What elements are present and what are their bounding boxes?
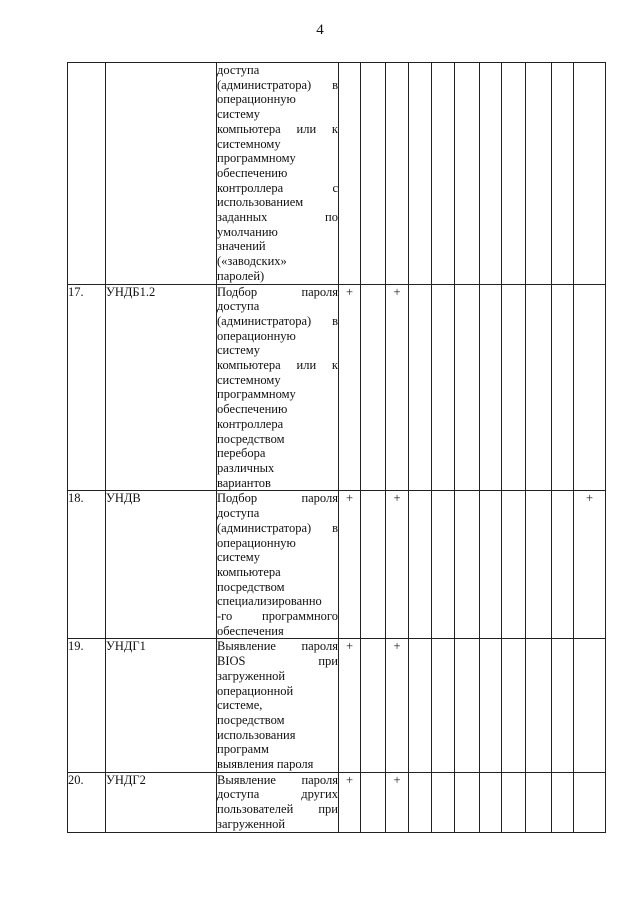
description-line: операционную	[217, 328, 296, 343]
description-line: Подбор пароля	[217, 491, 338, 506]
mark-cell	[361, 491, 386, 639]
mark-cell	[339, 491, 361, 639]
threat-code: УНДГ2	[106, 772, 217, 832]
mark-cell	[502, 772, 526, 832]
description-line: систему	[217, 550, 260, 565]
description-line: (администратора) в	[217, 77, 338, 92]
description-line: (администратора) в	[217, 313, 338, 328]
description-line: доступа других	[217, 787, 338, 802]
description-line: посредством	[217, 579, 285, 594]
mark-cell	[574, 284, 606, 491]
mark-cell	[526, 772, 552, 832]
description-line: обеспечению	[217, 402, 288, 417]
threat-description	[217, 63, 339, 285]
mark-cell	[480, 491, 502, 639]
mark-cell	[526, 63, 552, 285]
description-line: доступа	[217, 63, 260, 77]
threat-description	[217, 639, 339, 772]
description-line: -го программного	[217, 609, 338, 624]
description-line: обеспечения	[217, 623, 284, 638]
mark-cell	[552, 772, 574, 832]
mark-cell	[409, 63, 432, 285]
description-line: операционной	[217, 683, 294, 698]
description-line: Выявление пароля	[217, 639, 338, 654]
mark-cell	[432, 772, 455, 832]
description-line: использования	[217, 727, 296, 742]
table-row	[68, 772, 606, 832]
mark-cell	[480, 639, 502, 772]
table-row	[68, 491, 606, 639]
description-line: программному	[217, 387, 296, 402]
table-row	[68, 63, 606, 285]
mark-cell	[339, 639, 361, 772]
mark-cell	[480, 284, 502, 491]
mark-cell	[455, 63, 480, 285]
description-line: заданных по	[217, 210, 338, 225]
threat-code	[106, 63, 217, 285]
threat-description	[217, 491, 339, 639]
description-line: систему	[217, 107, 260, 122]
description-line: компьютера или к	[217, 358, 338, 373]
mark-cell	[386, 491, 409, 639]
description-line: различных	[217, 460, 275, 475]
table-row	[68, 639, 606, 772]
description-line: пользователей при	[217, 802, 338, 817]
plus-mark: +	[345, 284, 354, 299]
description-line: (администратора) в	[217, 520, 338, 535]
plus-mark: +	[393, 284, 401, 299]
description-line: значений	[217, 239, 266, 254]
row-number: 19.	[68, 639, 106, 772]
threat-description	[217, 284, 339, 491]
mark-cell	[361, 639, 386, 772]
description-line: выявления пароля	[217, 757, 314, 772]
mark-cell	[386, 772, 409, 832]
mark-cell	[432, 63, 455, 285]
description-line: программному	[217, 151, 296, 166]
mark-cell	[480, 772, 502, 832]
mark-cell	[361, 63, 386, 285]
description-line: («заводских»	[217, 254, 287, 269]
description-line: посредством	[217, 431, 285, 446]
mark-cell	[409, 491, 432, 639]
mark-cell	[432, 639, 455, 772]
description-line: загруженной	[217, 816, 286, 831]
mark-cell	[455, 639, 480, 772]
mark-cell	[455, 491, 480, 639]
plus-mark: +	[345, 639, 354, 654]
mark-cell	[432, 491, 455, 639]
description-line: операционную	[217, 535, 296, 550]
mark-cell	[480, 63, 502, 285]
mark-cell	[502, 284, 526, 491]
mark-cell	[386, 639, 409, 772]
mark-cell	[339, 772, 361, 832]
mark-cell	[409, 772, 432, 832]
page-number: 4	[316, 22, 324, 38]
description-line: операционную	[217, 92, 296, 107]
description-line: Выявление пароля	[217, 772, 338, 787]
threat-code: УНДБ1.2	[106, 284, 217, 491]
mark-cell	[574, 639, 606, 772]
description-line: вариантов	[217, 475, 271, 490]
description-line: посредством	[217, 712, 285, 727]
mark-cell	[526, 284, 552, 491]
threats-table	[67, 62, 606, 833]
description-line: контроллера	[217, 416, 284, 431]
threat-code: УНДВ	[106, 491, 217, 639]
mark-cell	[526, 491, 552, 639]
description-line: использованием	[217, 195, 304, 210]
mark-cell	[455, 284, 480, 491]
mark-cell	[339, 63, 361, 285]
mark-cell	[552, 639, 574, 772]
mark-cell	[386, 284, 409, 491]
description-line: обеспечению	[217, 165, 288, 180]
mark-cell	[502, 491, 526, 639]
description-line: умолчанию	[217, 224, 278, 239]
description-line: загруженной	[217, 668, 286, 683]
description-line: специализированно	[217, 594, 322, 609]
mark-cell	[455, 772, 480, 832]
mark-cell	[552, 284, 574, 491]
mark-cell	[409, 284, 432, 491]
description-line: компьютера или к	[217, 121, 338, 136]
mark-cell	[574, 491, 606, 639]
mark-cell	[552, 63, 574, 285]
plus-mark: +	[393, 491, 401, 506]
threat-code: УНДГ1	[106, 639, 217, 772]
plus-mark: +	[345, 491, 354, 506]
description-line: доступа	[217, 506, 260, 521]
plus-mark: +	[585, 491, 594, 506]
row-number: 17.	[68, 284, 106, 491]
mark-cell	[502, 639, 526, 772]
mark-cell	[339, 284, 361, 491]
mark-cell	[409, 639, 432, 772]
description-line: систему	[217, 343, 260, 358]
mark-cell	[552, 491, 574, 639]
description-line: системному	[217, 136, 281, 151]
description-line: системному	[217, 372, 281, 387]
mark-cell	[361, 772, 386, 832]
plus-mark: +	[345, 772, 354, 787]
mark-cell	[386, 63, 409, 285]
plus-mark: +	[393, 639, 401, 654]
row-number	[68, 63, 106, 285]
description-line: перебора	[217, 446, 266, 461]
row-number: 18.	[68, 491, 106, 639]
description-line: контроллера с	[217, 180, 338, 195]
threat-description	[217, 772, 339, 832]
plus-mark: +	[393, 772, 401, 787]
mark-cell	[526, 639, 552, 772]
description-line: Подбор пароля	[217, 284, 338, 299]
description-line: паролей)	[217, 268, 265, 283]
description-line: компьютера	[217, 564, 281, 579]
table-row	[68, 284, 606, 491]
description-line: программ	[217, 742, 269, 757]
mark-cell	[502, 63, 526, 285]
mark-cell	[361, 284, 386, 491]
mark-cell	[432, 284, 455, 491]
mark-cell	[574, 63, 606, 285]
mark-cell	[574, 772, 606, 832]
description-line: BIOS при	[217, 654, 338, 669]
description-line: доступа	[217, 299, 260, 314]
row-number: 20.	[68, 772, 106, 832]
description-line: системе,	[217, 698, 263, 713]
